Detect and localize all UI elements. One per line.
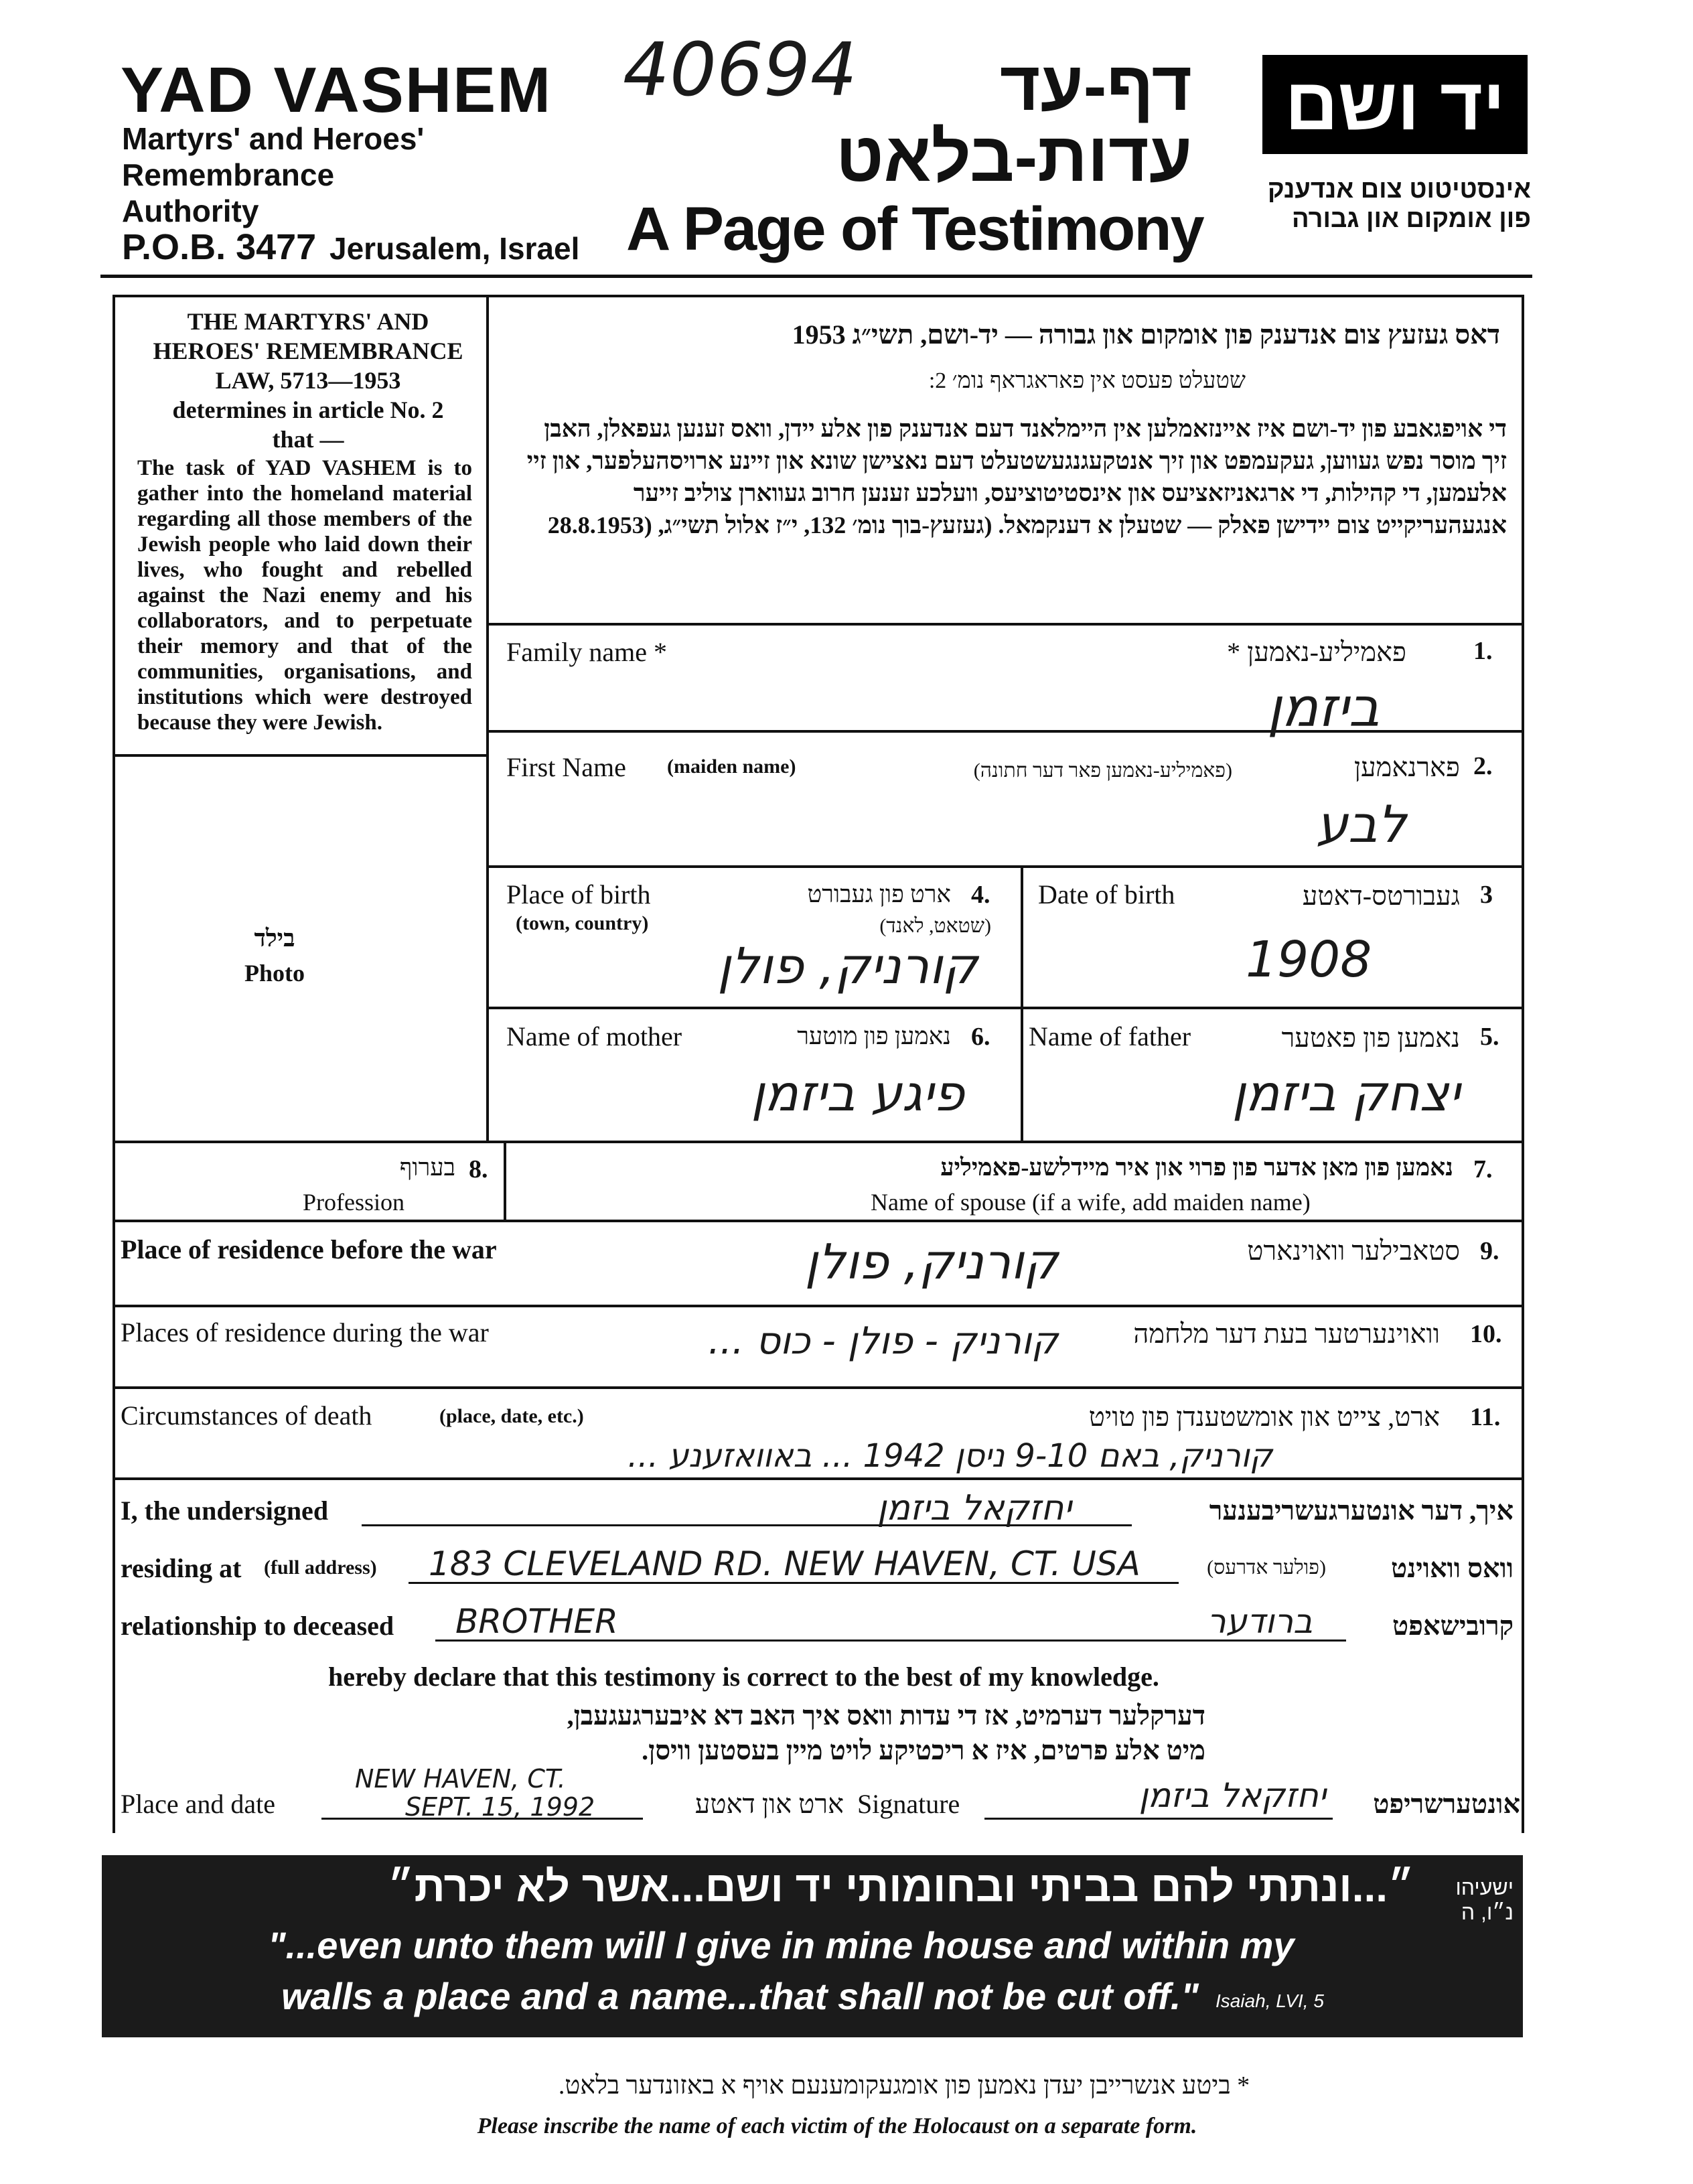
- field-label-hebrew: וואוינערטער בעת דער מלחמה: [1133, 1319, 1440, 1349]
- po-box: P.O.B. 3477: [122, 227, 317, 267]
- declaration-text-hebrew-1: דערקלער דערמיט, אז די עדות וואס איך האב דא איבערגעגעבן,: [567, 1700, 1205, 1731]
- field-number: 8.: [469, 1155, 488, 1183]
- field-number: 10.: [1470, 1320, 1502, 1348]
- field-number: 3: [1480, 881, 1493, 909]
- residing-label-hebrew-note: (פולער אדרעס): [1207, 1556, 1326, 1579]
- field-label-hebrew: פארנאמען: [1353, 752, 1460, 782]
- authority-line-1: Martyrs' and Heroes': [122, 121, 425, 156]
- footnote: Please inscribe the name of each victim of the Holocaust on a separate form.: [477, 2114, 1197, 2138]
- field-label: Family name *: [506, 637, 667, 667]
- quote-line-1: "...even unto them will I give in mine house and within my: [268, 1924, 1295, 1966]
- family-name-value: ביזמן: [1267, 676, 1380, 739]
- residing-label: residing at: [121, 1553, 242, 1583]
- undersigned-label-hebrew: איך, דער אונטערגעשריבענער: [1209, 1496, 1514, 1526]
- verse-reference-hebrew: ישעיהו נ״ו, ה: [1455, 1875, 1514, 1924]
- field-label: Profession: [303, 1189, 404, 1216]
- field-label-note: (place, date, etc.): [439, 1405, 584, 1427]
- relationship-label-hebrew: קרובישאפט: [1392, 1611, 1514, 1641]
- field-label: Circumstances of death: [121, 1400, 372, 1431]
- field-label-hebrew: ארט, צייט און אומשטענדן פון טויט: [1088, 1402, 1440, 1432]
- yad-vashem-logo: יד ושם: [1262, 55, 1528, 154]
- field-label-hebrew-note: (פאמיליע-נאמען פאר דער חתונה): [973, 759, 1232, 782]
- hebrew-law-text: די אויפגאבע פון יד-ושם איז איינזאמלען אין היימלאנד דעם אנדענק פון אלע יידן, וואס זענען געפאלן, האבן זיך מוסר נפש געווען, געקעמפט און זיך אנטקעגנגעשטעלט דעם נאצישן שונא און זיינע ארויסהעלפער, און זיי אלעמען, די קהילות, די ארגאניזאציעס און אינסטיטוציעס, וועלכע זענען חרוב געווארן צוליב זייער אנגעהעריקייט צום יידישן פאלק — שטעלן א דענקמאל. (געזעץ-בוך נומ׳ 132, י״ז אלול תשי״ג, (28.8.1953: [526, 415, 1507, 538]
- place-date-label: Place and date: [121, 1789, 275, 1819]
- field-label-hebrew: געבורטס-דאטע: [1302, 881, 1460, 911]
- signature-value: יחזקאל ביזמן: [1138, 1776, 1326, 1815]
- verse-reference: Isaiah, LVI, 5: [1216, 1990, 1324, 2011]
- hebrew-law-title: דאס געזעץ צום אנדענק פון אומקום און גבורה — יד-ושם, תשי״ג 1953: [792, 319, 1500, 350]
- field-label-note: (maiden name): [667, 755, 796, 778]
- signature-label-hebrew: אונטערשריפט: [1373, 1789, 1520, 1819]
- field-label: Place of residence before the war: [121, 1234, 497, 1264]
- residing-label-note: (full address): [264, 1556, 377, 1579]
- hebrew-title-1: דף-עד: [999, 48, 1192, 125]
- city: Jerusalem, Israel: [329, 231, 580, 266]
- field-label-note: (town, country): [516, 912, 649, 934]
- address-value: 183 CLEVELAND RD. NEW HAVEN, CT. USA: [429, 1544, 1140, 1583]
- field-label: Place of birth: [506, 879, 651, 909]
- relationship-value: BROTHER: [455, 1602, 618, 1641]
- field-number: 6.: [971, 1023, 990, 1051]
- field-label-hebrew: סטאבילער וואוינארט: [1247, 1236, 1460, 1266]
- place-date-label-hebrew: ארט און דאטע: [694, 1789, 844, 1819]
- first-name-value: לבע: [1316, 794, 1406, 854]
- photo-label-hebrew: בילד: [254, 925, 295, 952]
- law-title: THE MARTYRS' AND HEROES' REMEMBRANCE LAW, 5713—1953 determines in article No. 2 that —: [153, 308, 463, 453]
- undersigned-value: יחזקאל ביזמן: [877, 1488, 1072, 1528]
- header-rule: [100, 275, 1532, 278]
- field-label-hebrew: פאמיליע-נאמען *: [1227, 637, 1406, 667]
- field-label: Places of residence during the war: [121, 1317, 489, 1348]
- hebrew-title-2: עדות-בלאט: [836, 119, 1192, 196]
- field-label-hebrew-note: (שטאט, לאנד): [879, 915, 991, 937]
- org-name: YAD VASHEM: [121, 54, 553, 126]
- law-text: The task of YAD VASHEM is to gather into the homeland material regarding all those members of the Jewish people who laid down their lives, who fought and rebelled against the Nazi enemy and his collaborators, and to perpetuate their memory and that of the communities, organisations, and institutions which were destroyed because they were Jewish.: [137, 456, 472, 735]
- field-label-hebrew: ארט פון געבורט: [807, 881, 951, 907]
- mother-name-value: פיגע ביזמן: [751, 1065, 964, 1122]
- photo-label: Photo: [244, 960, 305, 987]
- institute-line-2: פון אומקום און גבורה: [1292, 205, 1531, 233]
- field-number: 9.: [1480, 1237, 1499, 1265]
- place-of-birth-value: קורניק, פולן: [717, 938, 978, 995]
- undersigned-label: I, the undersigned: [121, 1496, 329, 1526]
- date-of-birth-value: 1908: [1246, 931, 1372, 989]
- field-label: Name of spouse (if a wife, add maiden name): [871, 1189, 1311, 1216]
- field-number: 7.: [1473, 1155, 1493, 1183]
- field-number: 5.: [1480, 1023, 1499, 1051]
- residence-before-war-value: קורניק, פולן: [804, 1234, 1058, 1290]
- authority-line-3: Authority: [122, 194, 259, 228]
- signature-label: Signature: [857, 1789, 960, 1819]
- place-value: NEW HAVEN, CT.: [355, 1764, 566, 1794]
- declaration-text: hereby declare that this testimony is correct to the best of my knowledge.: [328, 1662, 1159, 1692]
- circumstances-of-death-value: קורניק, באם 9-10 ניסן 1942 ... באוואזענע ...: [628, 1437, 1272, 1475]
- field-label-hebrew: נאמען פון מאן אדער פון פרוי און איר מיידלשע-פאמיליע: [940, 1154, 1453, 1181]
- field-label: First Name: [506, 752, 626, 782]
- page-title: A Page of Testimony: [626, 195, 1203, 263]
- field-label-hebrew: נאמען פון פאטער: [1281, 1023, 1460, 1053]
- field-number: 2.: [1473, 752, 1493, 780]
- field-number: 11.: [1470, 1403, 1501, 1431]
- relationship-label: relationship to deceased: [121, 1611, 394, 1641]
- field-label: Name of mother: [506, 1021, 682, 1051]
- hebrew-law-subtitle: שטעלט פעסט אין פאראגראף נומ׳ 2:: [928, 368, 1246, 393]
- catalog-number: 40694: [623, 27, 857, 113]
- field-label-hebrew: בערוף: [399, 1154, 455, 1181]
- field-label-hebrew: נאמען פון מוטער: [797, 1023, 951, 1049]
- field-label: Name of father: [1029, 1021, 1191, 1051]
- authority-line-2: Remembrance: [122, 157, 335, 192]
- field-number: 4.: [971, 881, 990, 909]
- footnote-hebrew: * ביטע אנשרייבן יעדן נאמען פון אומגעקומענעם אויף א באזונדער בלאט.: [558, 2071, 1250, 2100]
- field-number: 1.: [1473, 637, 1493, 665]
- father-name-value: יצחק ביזמן: [1232, 1065, 1460, 1122]
- residing-label-hebrew: וואס וואוינט: [1391, 1553, 1514, 1583]
- institute-line-1: אינסטיטוט צום אנדענק: [1267, 175, 1531, 204]
- date-value: SEPT. 15, 1992: [405, 1792, 595, 1822]
- field-label: Date of birth: [1038, 879, 1175, 909]
- residence-during-war-value: קורניק - פולן - כוס ...: [708, 1319, 1058, 1363]
- quote-line-2: walls a place and a name...that shall not be cut off.": [281, 1975, 1199, 2017]
- relationship-value-hebrew: ברודער: [1207, 1602, 1313, 1641]
- declaration-text-hebrew-2: מיט אלע פרטים, איז א ריכטיקע לויט מיין בעסטען וויסן.: [642, 1735, 1205, 1765]
- quote-hebrew: ״...ונתתי להם בביתי ובחומותי יד ושם...אשר לא יכרת״: [387, 1863, 1414, 1911]
